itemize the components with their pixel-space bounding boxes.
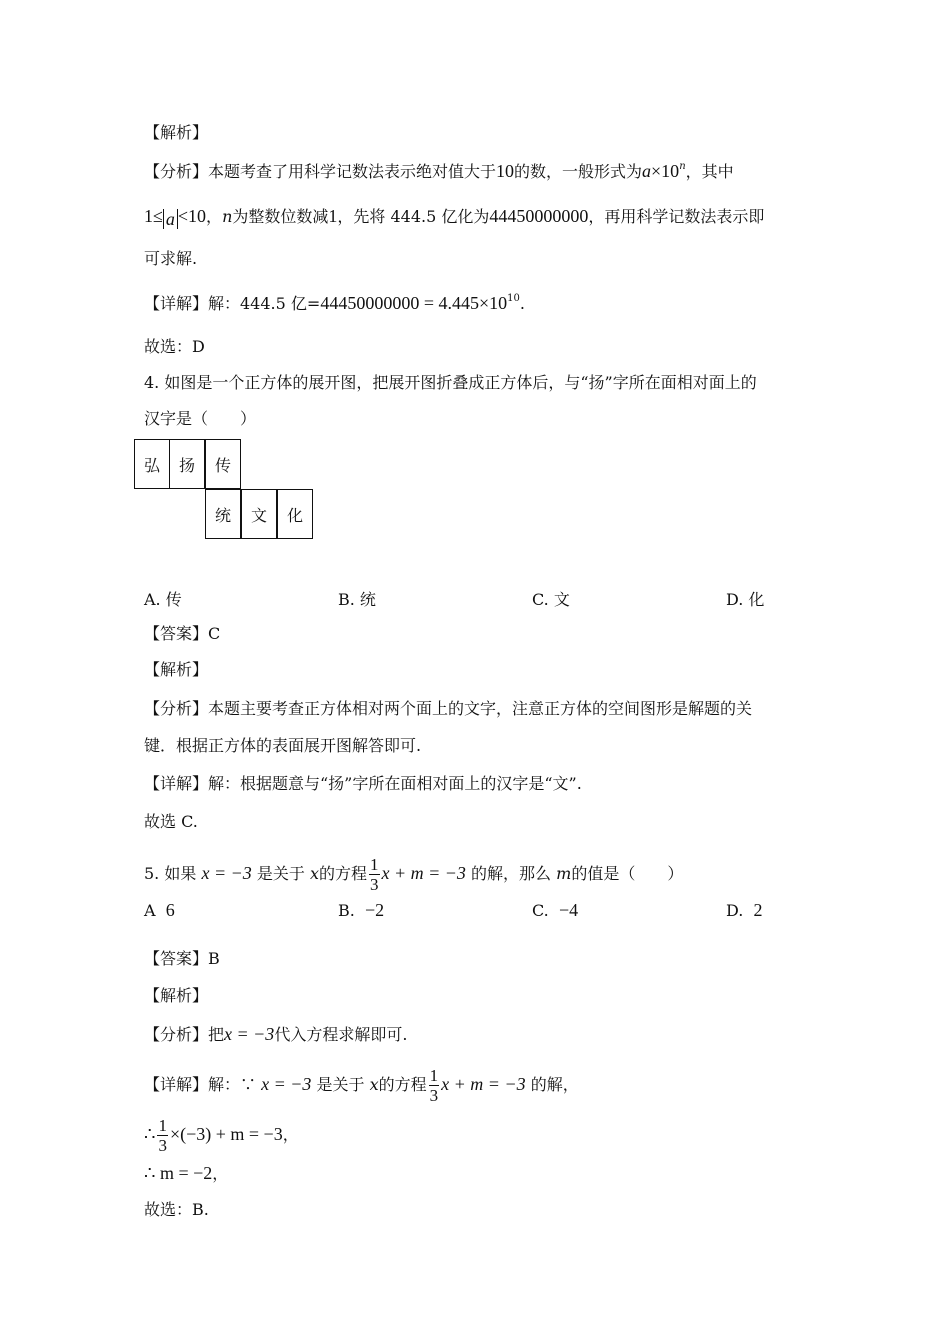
q3-text2: ，先将 444.5 亿化为 xyxy=(337,207,490,226)
q4-fenxi-line2: 键．根据正方体的表面展开图解答即可. xyxy=(144,736,422,755)
q3-xiangjie-text: 【详解】解：444.5 亿= xyxy=(144,294,321,313)
net-cell-top-1: 弘 xyxy=(134,439,170,489)
q5-step1-math: ×(−3) + m = −3 xyxy=(169,1124,283,1144)
q5-guxuan: 故选：B. xyxy=(144,1200,209,1219)
q3-bignum: 44450000000 xyxy=(489,206,589,226)
q5-answer: 【答案】B xyxy=(144,949,220,968)
q5-fenxi-end: 代入方程求解即可. xyxy=(274,1025,408,1044)
q5-xiangjie-equation: x + m = −3 xyxy=(441,1074,526,1094)
fraction-denominator: 3 xyxy=(429,1086,439,1105)
q5-xiangjie-fraction xyxy=(429,1066,440,1105)
q5-stem-mid1: 是关于 xyxy=(256,864,305,883)
q5-step1-fraction xyxy=(157,1116,168,1155)
q4-option-a: A. 传 xyxy=(144,590,182,609)
q3-fenxi-end: ，其中 xyxy=(685,162,734,181)
q3-xiangjie-end: . xyxy=(519,294,525,313)
q3-n: n xyxy=(222,207,233,226)
q5-option-c-value: −4 xyxy=(558,900,579,920)
q3-fenxi-mid: 的数，一般形式为 xyxy=(514,162,643,181)
q4-stem-line2: 汉字是（ ） xyxy=(144,409,257,428)
fraction-denominator: 3 xyxy=(158,1136,167,1155)
q5-xiangjie-mid1: 是关于 xyxy=(316,1075,365,1094)
q3-guxuan: 故选：D xyxy=(144,337,205,356)
q3-fenxi-n: n xyxy=(679,161,686,172)
q5-fenxi-prefix: 【分析】把 xyxy=(144,1025,225,1044)
q5-option-b-value: −2 xyxy=(365,900,385,920)
q5-fenxi-math: x = −3 xyxy=(224,1024,275,1044)
q3-fenxi-line2 xyxy=(144,205,764,229)
q4-stem-line1: 4. 如图是一个正方体的展开图，把展开图折叠成正方体后，与“扬”字所在面相对面上的 xyxy=(144,373,757,392)
fraction-numerator: 1 xyxy=(158,1116,167,1135)
q5-option-b xyxy=(338,900,384,921)
q5-xiangjie-end: 的解， xyxy=(530,1075,579,1094)
q5-step2-end: ， xyxy=(212,1164,229,1183)
q5-xiangjie-mid2: 的方程 xyxy=(378,1075,427,1094)
q3-one: 1 xyxy=(328,206,338,226)
q3-range-right: <10 xyxy=(177,206,207,226)
q3-fenxi-text: 【分析】本题考查了用科学记数法表示绝对值大于 xyxy=(144,162,497,181)
q3-abs-a: a xyxy=(163,209,178,229)
q4-guxuan: 故选 C. xyxy=(144,812,198,831)
q5-fenxi xyxy=(144,1023,407,1046)
q5-jiexi-heading: 【解析】 xyxy=(144,986,209,1005)
q3-jiexi-heading: 【解析】 xyxy=(144,123,209,142)
q5-step2-math: ∴ m = −2 xyxy=(144,1163,213,1183)
q3-fenxi-a: a xyxy=(642,161,652,181)
q5-stem xyxy=(144,855,683,894)
net-cell-bottom-1: 统 xyxy=(205,489,241,539)
q5-stem-x: x xyxy=(309,864,319,883)
q4-jiexi-heading: 【解析】 xyxy=(144,660,209,679)
q3-comma: ， xyxy=(206,207,223,226)
net-cell-top-3: 传 xyxy=(205,439,241,489)
q5-stem-m: m xyxy=(556,864,572,883)
q3-fenxi-line3: 可求解. xyxy=(144,249,198,268)
q4-option-b: B. 统 xyxy=(338,590,376,609)
q5-option-a-label: A xyxy=(144,901,156,920)
q5-step1-end: ， xyxy=(282,1125,299,1144)
q3-xiangjie xyxy=(144,292,525,315)
q5-stem-x-eq: x = −3 xyxy=(201,863,252,883)
q5-option-b-label: B. xyxy=(338,901,355,920)
fraction-denominator: 3 xyxy=(370,875,379,894)
net-cell-bottom-2: 文 xyxy=(241,489,277,539)
q5-step1 xyxy=(144,1116,299,1155)
fraction-numerator: 1 xyxy=(429,1066,439,1085)
q5-option-d-value: 2 xyxy=(753,900,763,920)
q5-stem-end: 的值是（ ） xyxy=(571,864,684,883)
q5-option-c xyxy=(532,900,578,921)
q4-fenxi-line1: 【分析】本题主要考查正方体相对两个面上的文字，注意正方体的空间图形是解题的关 xyxy=(144,699,753,718)
q5-stem-prefix: 5. 如果 xyxy=(144,864,197,883)
q3-range-left: 1≤ xyxy=(144,206,163,226)
q4-xiangjie: 【详解】解：根据题意与“扬”字所在面相对面上的汉字是“文”. xyxy=(144,774,582,793)
q5-stem-mid2: 的方程 xyxy=(318,864,367,883)
q4-answer: 【答案】C xyxy=(144,624,221,643)
net-cell-bottom-3: 化 xyxy=(277,489,313,539)
net-cell-top-2: 扬 xyxy=(169,439,205,489)
q5-option-d xyxy=(726,900,763,921)
q3-xiangjie-math: 44450000000 = 4.445×10 xyxy=(320,293,508,313)
q5-xiangjie xyxy=(144,1066,579,1105)
q5-option-a xyxy=(144,900,175,921)
q5-xiangjie-prefix: 【详解】解：∵ xyxy=(144,1075,257,1094)
q5-option-c-label: C. xyxy=(532,901,549,920)
q3-fenxi-ten: 10 xyxy=(496,161,515,181)
q3-fenxi-times10: ×10 xyxy=(651,161,680,181)
q3-text1: 为整数位数减 xyxy=(232,207,329,226)
q5-stem-fraction xyxy=(369,855,380,894)
q5-stem-equation: x + m = −3 xyxy=(381,863,466,883)
q4-option-c: C. 文 xyxy=(532,590,570,609)
q5-xiangjie-x: x xyxy=(369,1075,379,1094)
q3-text3: ，再用科学记数法表示即 xyxy=(588,207,765,226)
q5-xiangjie-x-eq: x = −3 xyxy=(261,1074,312,1094)
q5-step2 xyxy=(144,1162,228,1185)
fraction-numerator: 1 xyxy=(370,855,379,874)
q5-option-d-label: D. xyxy=(726,901,744,920)
q5-option-a-value: 6 xyxy=(165,900,175,920)
therefore-symbol: ∴ xyxy=(144,1124,156,1144)
q3-xiangjie-exp: 10 xyxy=(507,293,520,304)
q5-stem-mid3: 的解，那么 xyxy=(471,864,552,883)
q4-option-d: D. 化 xyxy=(726,590,765,609)
q3-fenxi xyxy=(144,160,734,183)
